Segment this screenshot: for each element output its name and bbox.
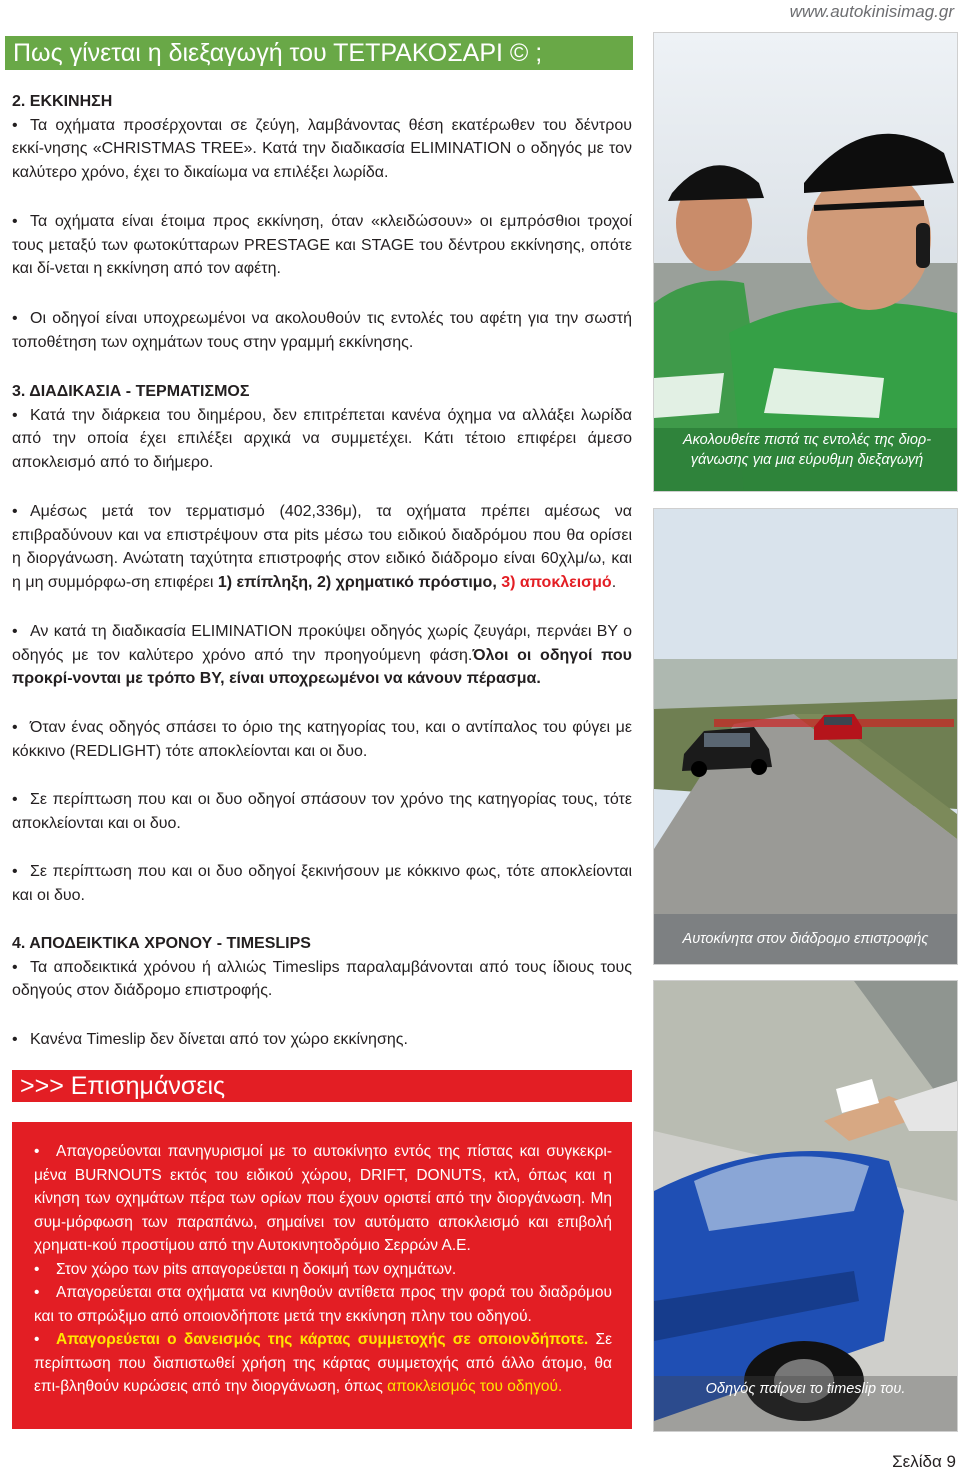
warning-item: • Απαγορεύονται πανηγυρισμοί με το αυτοκίνητο εντός της πίστας και συγκεκρι-μένα BURNOUTS εκτός του ειδικού χώρου, DRIFT, DONUTS, κτλ, όπως και η κίνηση των οχημάτων πέρα των ορίων που έχουν οριστεί από την διοργάνωση. Μη συμ-μόρφωση των παραπάνω, σημαίνει τον αυτόματο αποκλεισμό και επιβολή χρηματι-κού προστίμου από την Αυτοκινητοδρόμιο Σερρών Α.Ε. <box>34 1140 612 1258</box>
paragraph <box>12 716 632 763</box>
paragraph-span: Αν κατά τη διαδικασία ELIMINATION προκύψει οδηγός χωρίς ζευγάρι, περνάει BY ο οδηγός με τον καλύτερο χρόνο από την προηγούμενη φάση. <box>12 623 632 664</box>
page-title: Πως γίνεται η διεξαγωγή του ΤΕΤΡΑΚΟΣΑΡΙ © ; <box>13 39 543 67</box>
warning-bold: Απαγορεύεται ο δανεισμός της κάρτας συμμετοχής σε οποιονδήποτε. <box>56 1331 589 1348</box>
section-heading: 2. ΕΚΚΙΝΗΣΗ <box>12 93 113 110</box>
timeslip-image <box>654 981 957 1431</box>
section-heading: 4. ΑΠΟΔΕΙΚΤΙΚΑ ΧΡΟΝΟΥ - TIMESLIPS <box>12 935 311 952</box>
website-url: www.autokinisimag.gr <box>789 2 954 21</box>
paragraph <box>12 620 632 691</box>
warning-yellow: αποκλεισμός του οδηγού. <box>387 1378 563 1395</box>
title-bar <box>5 36 633 70</box>
section-timeslips <box>12 932 632 1003</box>
warning-item: • Απαγορεύεται στα οχήματα να κινηθούν αντίθετα προς την φορά του διαδρόμου και το σπρώξιμο από οποιονδήποτε μετά την εκκίνηση πλην του οδηγού. <box>34 1281 612 1328</box>
paragraph <box>12 210 632 281</box>
section-start <box>12 90 632 184</box>
warnings-heading: >>> Επισημάνσεις <box>20 1072 226 1100</box>
warnings-heading-bar <box>12 1070 632 1102</box>
paragraph-span: . <box>611 573 617 591</box>
photo-return-lane <box>653 508 958 965</box>
photo-officials <box>653 32 958 492</box>
officials-image <box>654 33 957 491</box>
paragraph-text: • Όταν ένας οδηγός σπάσει το όριο της κατηγορίας του, και ο αντίπαλος του φύγει με κόκκινο (REDLIGHT) τότε αποκλείονται και οι δυο. <box>12 716 632 763</box>
section-heading: 3. ΔΙΑΔΙΚΑΣΙΑ - ΤΕΡΜΑΤΙΣΜΟΣ <box>12 383 250 400</box>
paragraph: • Κατά την διάρκεια του διημέρου, δεν επιτρέπεται κανένα όχημα να αλλάξει λωρίδα από την οποία έχει επιλέξει αρχικά να συμμετέχει. Κάτι τέτοιο επιφέρει άμεσο αποκλεισμό από το διήμερο. <box>12 404 632 475</box>
penalty-text: 1) επίπληξη, 2) χρηματικό πρόστιμο, <box>217 573 497 591</box>
paragraph: • Τα αποδεικτικά χρόνου ή αλλιώς Timeslips παραλαμβάνονται από τους ίδιους τους οδηγούς στον διάδρομο επιστροφής. <box>12 956 632 1003</box>
paragraph-text: • Κανένα Timeslip δεν δίνεται από τον χώρο εκκίνησης. <box>12 1028 632 1052</box>
penalty-text-red: 3) αποκλεισμό <box>501 573 612 591</box>
warning-item <box>34 1328 612 1399</box>
paragraph-text: • Τα οχήματα είναι έτοιμα προς εκκίνηση, όταν «κλειδώσουν» οι εμπρόσθιοι τροχοί τους μεταξύ των φωτοκύτταρων PRESTAGE και STAGE του δέντρου εκκίνησης, οπότε και δί-νεται η εκκίνηση από τον αφέτη. <box>12 210 632 281</box>
paragraph <box>12 1028 632 1052</box>
photo-timeslip <box>653 980 958 1432</box>
warning-item: • Στον χώρο των pits απαγορεύεται η δοκιμή των οχημάτων. <box>34 1258 612 1282</box>
paragraph: • Τα οχήματα προσέρχονται σε ζεύγη, λαμβάνοντας θέση εκατέρωθεν του δέντρου εκκί-νησης «CHRISTMAS TREE». Κατά την διαδικασία ELIMINATION ο οδηγός με τον καλύτερο χρόνο, έχει το δικαίωμα να επιλέξει λωρίδα. <box>12 114 632 185</box>
paragraph-text: • Σε περίπτωση που και οι δυο οδηγοί σπάσουν τον χρόνο της κατηγορίας τους, τότε αποκλείονται και οι δυο. <box>12 788 632 835</box>
page-number: Σελίδα 9 <box>892 1452 956 1471</box>
photo-caption: Οδηγός παίρνει το timeslip του. <box>705 1381 906 1397</box>
paragraph-span: Αμέσως μετά τον τερματισμό (402,336μ), τα οχήματα πρέπει αμέσως να επιβραδύνουν και να επιστρέψουν στα pits μέσω του ειδικού διαδρόμου που θα ορίσει η διοργάνωση. Ανώτατη ταχύτητα επιστροφής στον ειδικό διάδρομο είναι 60χλμ/ω, και η μη συμμόρφω-ση επιφέρει <box>12 503 632 591</box>
paragraph-text: • Οι οδηγοί είναι υποχρεωμένοι να ακολουθούν τις εντολές του αφέτη για την σωστή τοποθέτηση των οχημάτων τους στην γραμμή εκκίνησης. <box>12 307 632 354</box>
photo-caption: Αυτοκίνητα στον διάδρομο επιστροφής <box>682 931 929 947</box>
section-finish <box>12 380 632 474</box>
bold-text: Όλοι οι οδηγοί που προκρί-νονται με τρόπο BY, είναι υποχρεωμένοι να κάνουν πέρασμα. <box>12 646 632 687</box>
paragraph-text: • Σε περίπτωση που και οι δυο οδηγοί ξεκινήσουν με κόκκινο φως, τότε αποκλείονται και οι δυο. <box>12 860 632 907</box>
paragraph <box>12 860 632 907</box>
paragraph-text <box>12 500 632 594</box>
paragraph <box>12 307 632 354</box>
paragraph-text <box>12 620 632 691</box>
warnings-list <box>34 1140 612 1399</box>
paragraph <box>12 788 632 835</box>
return-lane-image <box>654 509 957 964</box>
photo-caption: Ακολουθείτε πιστά τις εντολές της διορ-γάνωσης για μια εύρυθμη διεξαγωγή <box>682 432 932 468</box>
paragraph <box>12 500 632 594</box>
warning-text: Σε περίπτωση που διαπιστωθεί χρήση της κάρτας συμμετοχής από άλλο άτομο, θα επι-βληθούν κυρώσεις από την διοργάνωση, όπως <box>34 1331 612 1395</box>
